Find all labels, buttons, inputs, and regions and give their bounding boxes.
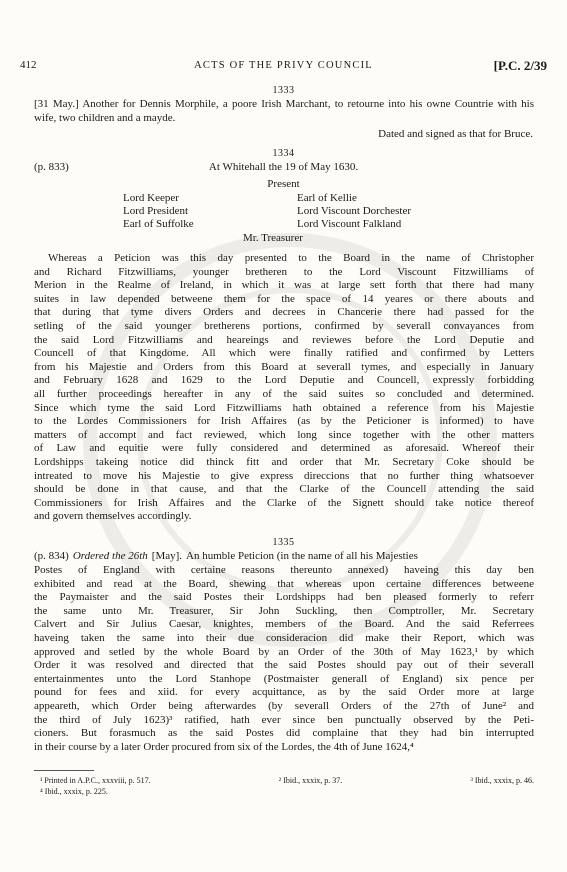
text-line: the same unto Mr. Treasurer, Sir John Suckling, then Comptroller, Mr. Secretary [34,604,534,617]
text-line: Order it was resolved and directed that the said Postes should pay out of their severall [34,659,534,672]
text-line: the Paymaister and the said Postes their Lordshipps had ben pleased formerly to referr [34,591,534,604]
text-line: should be done in that cause, and that the Clarke of the Councell attending the said [34,483,534,496]
text-line: Whereas a Peticion was this day presented to the Board in the name of Christopher [48,252,534,264]
text-line: exhibited and read at the Board, shewing that whereas upon certaine differences betweene [34,577,534,590]
footnote-1: ¹ Printed in A.P.C., xxxviii, p. 517. [40,776,151,785]
present-member: Lord Viscount Falkland [297,218,402,230]
text-line: Commissioners for Irish Affaires and the Clarke of the Signett should take notice thereof [34,496,534,509]
footnote-rule [34,770,94,771]
text-line: haveing taken the same into their due consideracion did make their Report, which was [34,631,534,644]
running-title: ACTS OF THE PRIVY COUNCIL [194,60,373,71]
entry-1333-date: [31 May.] [34,98,79,110]
entry-1333-signed: Dated and signed as that for Bruce. [378,128,533,140]
order-label: Ordered the 26th [72,550,148,562]
text-line: Councell of that Kingdome. All which were finally ratified and confirmed by Letters [34,347,534,360]
present-member: Lord Viscount Dorchester [297,205,411,217]
page-number: 412 [20,59,37,71]
meeting-heading: At Whitehall the 19 of May 1630. [208,161,359,173]
present-treasurer: Mr. Treasurer [243,232,303,244]
text-line: Lordshipps takeing notice did thinck fitt and order that Mr. Secretary Coke should be [34,455,534,468]
text-line: the third of July 1623)³ ratified, hath ever since ben punctually observed by the Peti- [34,713,534,726]
entry-number-1333: 1333 [272,85,295,96]
entry-1333-body: Another for Dennis Morphile, a poore Irish Marchant, to retourne into his owne Countrie with his wife, two children and a mayde. [34,98,534,124]
text-line: of Law and equitie were fully considered and determined as aforesaid. Whereof their [34,442,534,455]
text-line: entertainmentes unto the Lord Stanhope (Postmaister generall of England) six pence per [34,672,534,685]
footnote-4: ⁴ Ibid., xxxix, p. 225. [40,787,108,796]
running-head [20,59,547,75]
text-line: intreated to move his Majestie to give express direccions that no further thing whatsoever [34,469,534,482]
text-line: in their course by a later Order procured from six of the Lordes, the 4th of June 1624,⁴ [34,740,414,753]
archive-reference: [P.C. 2/39 [493,58,547,73]
text-line: and Richard Fitzwilliams, younger bretheren to the Lord Viscount Fitzwilliams of [34,265,534,278]
text-line: all further proceedings hereafter in any of the said suites so concluded and determined. [34,387,534,400]
present-right-column [297,192,411,231]
entry-1333-text [34,98,534,125]
first-line-text: An humble Peticion (in the name of all his Majesties [186,550,418,562]
margin-reference-833: (p. 833) [34,161,69,173]
text-line: from his Majestie and Orders from this Board at severall tymes, and especially in January [34,360,534,373]
present-member: Earl of Suffolke [123,218,194,230]
text-line: approved and setled by the whole Board by an Order of the 30th of May 1623,¹ by which [34,645,534,658]
entry-number-1335: 1335 [272,537,295,548]
entry-number-1334: 1334 [272,148,295,159]
text-line: setling of the said younger bretherens portions, confirmed by severall convayances from [34,319,534,332]
footnote-2: ² Ibid., xxxix, p. 37. [278,776,343,785]
text-line: appeareth, which Order being afterwardes (by severall Orders of the 27th of June² and [34,699,534,712]
text-line: cioners. But forasmuch as the said Postes did complaine that they had bin interrupted [34,727,534,740]
footnote-3: ³ Ibid., xxxix, p. 46. [470,776,534,785]
text-line: and govern themselves accordingly. [34,510,192,523]
text-line: matters of accompt and fact reviewed, which long since together with the other matters [34,428,534,441]
present-label: Present [267,178,300,190]
text-line: Calvert and Sir Julius Caesar, knightes, members of the Board. And the said Referrees [34,618,534,631]
text-line: and February 1628 and 1629 to the Lord Deputie and Councell, expressly forbidding [34,374,534,387]
present-member: Lord President [123,205,189,217]
text-line: to the Lordes Commissioners for Irish Affaires (as by the Peticioner is informed) to have [34,415,534,428]
margin-reference-834: (p. 834) [34,550,69,562]
text-line: that during that tyme divers Orders and decrees in Chancerie there had passed for the [34,306,534,319]
present-left-column [123,192,194,231]
text-line: Postes of England with certaine reasons thereunto annexed) haveing this day ben [34,564,534,576]
present-member: Lord Keeper [123,192,179,204]
entry-1334-body [34,252,534,524]
text-line: the said Lord Fitzwilliams and heareings and reviewes before the Lord Deputie and [34,333,534,346]
text-line: Merion in the Realme of Ireland, in which it was at large sett forth that there had many [34,279,534,292]
entry-1335-first-line [34,550,534,564]
present-member: Earl of Kellie [297,192,357,204]
text-line: suites in law depended betweene them for the space of 14 yeares or there abouts and [34,292,534,305]
footnotes-line-1 [40,776,534,786]
text-line: Since which tyme the said Lord Fitzwilliams hath obtained a reference from his Majestie [34,401,534,414]
order-month: [May]. [151,550,183,562]
text-line: pound for fees and xiid. for every acquittance, as by the said Order more at large [34,686,534,699]
entry-1335-body [34,564,534,754]
